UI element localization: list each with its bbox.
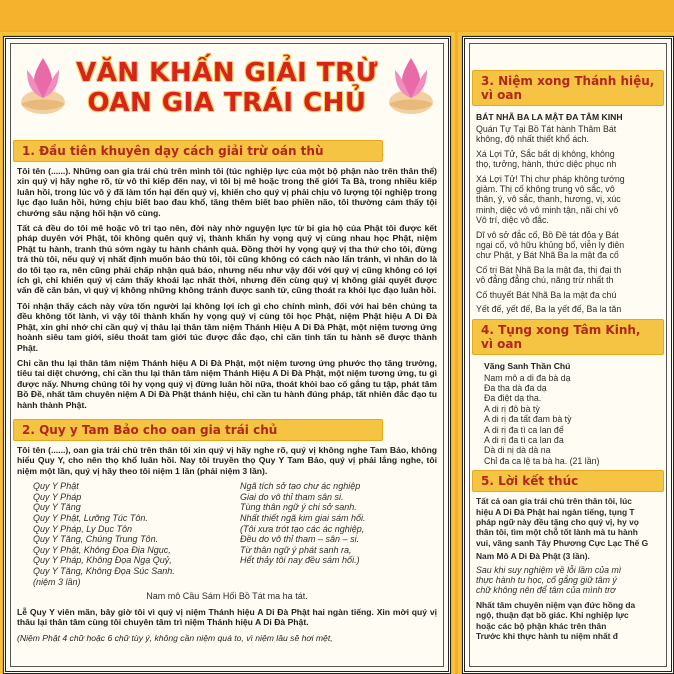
text-line: vô đẳng đẳng chú, năng trừ nhất th	[476, 275, 614, 286]
text-line: Vô trí, diệc vô đắc.	[476, 215, 549, 226]
text-line: Dà di nị dà dà na	[484, 445, 551, 456]
lotus-hands-icon	[15, 50, 71, 124]
left-inner-border	[10, 43, 444, 667]
text-line: thân, ý, vô sắc, thanh, hương, vị, xúc	[476, 194, 621, 205]
section-4-heading: 4. Tụng xong Tâm Kinh, vì oan	[472, 319, 664, 355]
text-line: ngại cố, vô hữu khủng bố, viễn ly điên	[476, 240, 625, 251]
verse-line: Quy Y Pháp, Ly Dục Tôn	[33, 523, 133, 534]
section-2-paragraph-3: (Niệm Phật 4 chữ hoặc 6 chữ tùy ý, không cần niệm quá to, vì niệm lâu sẽ hơi mệt,	[17, 632, 333, 643]
section-1-paragraph-2: Tất cả đều do tôi mê hoặc vô tri tạo nên, đời này nhờ nguyện lực từ bi gia hộ của Phật tôi được kết pháp duyên với Phật, tôi không quên quý vị, thành khẩn hy vọng quý vị cùng nhau học Phật, niệm Phật tu hành, tranh thủ sớm ngày tu hành chánh quả. Đồng thời hy vọng quý vị tha thứ cho tôi, đừng trả thù tôi, nếu quý vị nhất định muốn báo thù tôi, tôi cũng không có cách nào lẩn tránh, vì nhân do là do tôi tạo ra, nên cũng phải chấp nhận quả báo, nhưng nếu như vậy đối với quý vị cũng không có lợi ích gì, chỉ khiến quý vị cảm thấy khoái lạc nhất thời, nhưng đến cùng quý vị không giải quyết được vấn đề căn bản, vì quý vị không những không tránh được sanh tử, cũng thoát ra khỏi lục đạo luân hồi.	[17, 223, 437, 296]
text-line: Xá Lợi Tử, Sắc bất dị không, không	[476, 148, 615, 159]
section-5-heading: 5. Lời kết thúc	[472, 470, 664, 492]
text-line: thực hành tu học, cố gắng giữ tâm ý	[476, 575, 617, 585]
text-line: hiệu A Di Đà Phật hai ngàn tiếng, tụng T	[476, 506, 635, 517]
title-line-2: OAN GIA TRÁI CHỦ	[87, 88, 367, 118]
repentance-verse	[240, 481, 437, 587]
text-line: Nhất tâm chuyên niệm vạn đức hồng da	[476, 599, 636, 610]
section-2-paragraph-2: Lễ Quy Y viên mãn, bây giờ tôi vì quý vị niệm Thánh hiệu A Di Đà Phật hai ngàn tiếng. Xin mời quý vị thâu lại thân tâm cùng tôi chuyên tâm trì niệm Thánh hiệu A Di Đà Phật.	[17, 606, 437, 628]
refuge-verse	[17, 481, 230, 587]
left-document-panel	[3, 36, 451, 674]
text-line: giảm. Thị cố không trung vô sắc, vô	[476, 184, 615, 195]
verse-line: Ngã tích sở tạo chư ác nghiệp	[240, 481, 361, 492]
sutra-title: BÁT NHÃ BA LA MẬT ĐA TÂM KINH	[476, 112, 623, 122]
verse-line: Hết thảy tôi nay đều sám hối.)	[240, 555, 360, 566]
ending-text	[470, 507, 666, 549]
right-inner-border	[469, 43, 667, 667]
text-line: vui, vãng sanh Tây Phương Cực Lạc Thế G	[476, 537, 649, 548]
section-3-heading: 3. Niệm xong Thánh hiệu, vì oan	[472, 70, 664, 106]
verse-line: Quy Y Pháp, Không Đọa Ngạ Quỷ,	[33, 555, 172, 566]
verse-line: Quy Y Phật	[33, 481, 79, 492]
lotus-hands-icon	[383, 50, 439, 124]
section-1-paragraph-3: Tôi nhận thấy cách này vừa tốn người lại không lợi ích gì cho chính mình, đối với hai bên chúng ta đều không tốt lành, vì vậy tôi thành khẩn hy vọng quý vị cùng tôi học Phật, niệm Phật hiệu A Di Đà Phật, xin ghi nhớ chỉ cần quý vị thâu lại thân tâm niệm Thánh Hiệu A Di Đà Phật, một niệm tương ứng hoành siêu tam giới, siêu thoát tam giới túc được đắc đạo, chỉ cần tinh tấn tu hành sẽ được thành Phật.	[17, 300, 437, 353]
ending-italic	[470, 565, 666, 596]
text-line: Sau khi suy nghiệm về lỗi lầm của mì	[476, 564, 622, 575]
text-line: thọ, tưởng, hành, thức diệc phục nh	[476, 159, 617, 170]
text-line: Đa điệt dạ tha.	[484, 393, 542, 404]
text-line: Chỉ đa ca lệ ta bà ha. (21 lần)	[484, 455, 600, 466]
verse-line: Quy Y Pháp	[33, 491, 82, 502]
text-line: Xá Lợi Tử! Thị chư pháp không tướng	[476, 173, 625, 184]
sutra-text	[470, 124, 666, 315]
watermark: ·	[376, 151, 388, 160]
verse-line: Đều do vô thỉ tham – sân – si.	[240, 534, 360, 545]
text-line: thân tôi, tìm một chỗ tốt lành mà tu hành	[476, 527, 638, 538]
chant-title: Vãng Sanh Thần Chú	[484, 360, 571, 371]
verse-line: Tùng thân ngữ ý chi sở sanh.	[240, 502, 357, 513]
verse-line: Quy Y Tăng, Chúng Trung Tôn.	[33, 534, 159, 545]
verse-line: Từ thân ngữ ý phát sanh ra,	[240, 544, 352, 555]
text-line: A di rị đa tì ca lan đa	[484, 434, 564, 445]
ending-bold	[470, 600, 666, 642]
section-1-paragraph-4: Chỉ cần thu lại thân tâm niệm Thánh hiệu A Di Đà Phật, một niệm tương ứng phước thọ tăng trưởng, tiêu tai diệt chướng, chỉ cần thu lại thân tâm niệm Thánh Hiệu A Di Đà Phật, một niệm tương ứng, tu gì được nấy. Nhưng chúng tôi hy vọng quý vị đừng luân hồi nữa, thoát khỏi bao cố gắng tu tập, phát tâm Bồ Đề, nhất tâm chuyên niệm A Di Đà Phật thánh hiệu, chỉ cần tu hành đúng pháp, tất nhiên đắc đạo tu hành thành Phật.	[17, 357, 437, 410]
section-2-paragraph-1: Tôi tên (......), oan gia trái chủ trên thân tôi xin quý vị hãy nghe rõ, quý vị không nghe Tam Bảo, không hiểu Quy Y, cho nên thọ khổ luân hồi. Nay tôi truyền thọ Quy Y Tam Bảo, quý vị phải lắng nghe, tôi niệm một lần, quý vị hãy theo tôi niệm 1 lần (phải niệm 3 lần).	[17, 444, 437, 476]
text-line: chư Phật, y Bát Nhã Ba la mật đa cố	[476, 250, 619, 261]
text-line: pháp ngữ này đều tặng cho quý vị, hy vọ	[476, 516, 639, 527]
text-line: Yết đế, yết đế, Ba la yết đế, Ba la tăn	[476, 304, 622, 315]
verse-line: Quy Y Tăng, Không Đọa Súc Sanh.	[33, 565, 175, 576]
text-line: chữ không nên để tâm của mình trơ	[476, 585, 616, 596]
text-line: A di rị đô bà tỳ	[484, 403, 540, 414]
text-line: Dĩ vô sở đắc cố, Bồ Đề tát đỏa y Bát	[476, 229, 619, 240]
verse-line: (niệm 3 lần)	[33, 576, 81, 587]
verse-line: Giai do vô thỉ tham sân si.	[240, 491, 344, 502]
verse-columns	[11, 481, 443, 587]
text-line: A di rị đa tì ca lan đế	[484, 424, 564, 435]
text-line: Cố tri Bát Nhã Ba la mật đa, thị đại th	[476, 264, 622, 275]
verse-line: Nhất thiết ngã kim giai sám hối.	[240, 512, 366, 523]
top-band	[0, 0, 674, 30]
text-line: Cố thuyết Bát Nhã Ba la mật đa chú	[476, 289, 617, 300]
verse-line: Quy Y Phật, Không Đọa Địa Ngục,	[33, 544, 171, 555]
text-line: Đa tha dà đa dạ	[484, 382, 547, 393]
section-2-heading: 2. Quy y Tam Bảo cho oan gia trái chủ	[13, 419, 383, 441]
section-1-heading: 1. Đầu tiên khuyên dạy cách giải trừ oán thù	[13, 140, 383, 162]
chant-text	[470, 373, 666, 467]
namo-line: Nam mô Cầu Sám Hối Bồ Tát ma ha tát.	[146, 591, 308, 602]
right-document-panel	[462, 36, 674, 674]
text-line: hoặc các bộ phận khác trên thân	[476, 620, 607, 631]
text-line: ngộ, thuận đạt bồ giác. Khi nghiệp lực	[476, 610, 629, 621]
text-line: minh, diệc vô vô minh tận, nãi chí vô	[476, 204, 619, 215]
text-line: Nam mô a di đa bà dạ	[484, 372, 571, 383]
text-line: Trước khi thực hành tu niệm nhất đ	[476, 631, 618, 642]
ending-namo: Nam Mô A Di Đà Phật (3 lần).	[476, 551, 590, 562]
text-line: Quán Tự Tại Bồ Tát hành Thâm Bát	[476, 124, 617, 134]
verse-line: Quy Y Phật, Lưỡng Túc Tôn.	[33, 512, 148, 523]
ending-line: Tất cả oan gia trái chủ trên thân tôi, lúc	[476, 496, 632, 507]
text-line: A di rị đa tất đam bà tỳ	[484, 414, 572, 425]
verse-line: Quy Y Tăng	[33, 502, 81, 513]
title-line-1: VĂN KHẤN GIẢI TRỪ	[76, 58, 378, 88]
title-block	[11, 44, 443, 136]
verse-line: (Tôi xưa trót tạo các ác nghiệp,	[240, 523, 365, 534]
section-1-paragraph-1: Tôi tên (......). Những oan gia trái chủ trên mình tôi (túc nghiệp lực của một bộ phận nào trên thân thể) xin quý vị hãy nghe rõ, từ vô thỉ kiếp đến nay, vì tôi bị mê hoặc trong thế giới Ta Bà, trong nhiều kiếp luân hồi, trong lúc vô ý đã làm tổn hại đến quý vị, khiến cho quý vị phải chịu vô lượng tội nghiệp trong lục đạo luân hồi, hứng chịu biết bao đau khổ, tăng thêm biết bao phiền não, tôi thường cảm thấy tội chướng sâu nặng hối hận vô cùng.	[17, 166, 437, 218]
text-line: không, độ nhất thiết khổ ách.	[476, 134, 589, 145]
